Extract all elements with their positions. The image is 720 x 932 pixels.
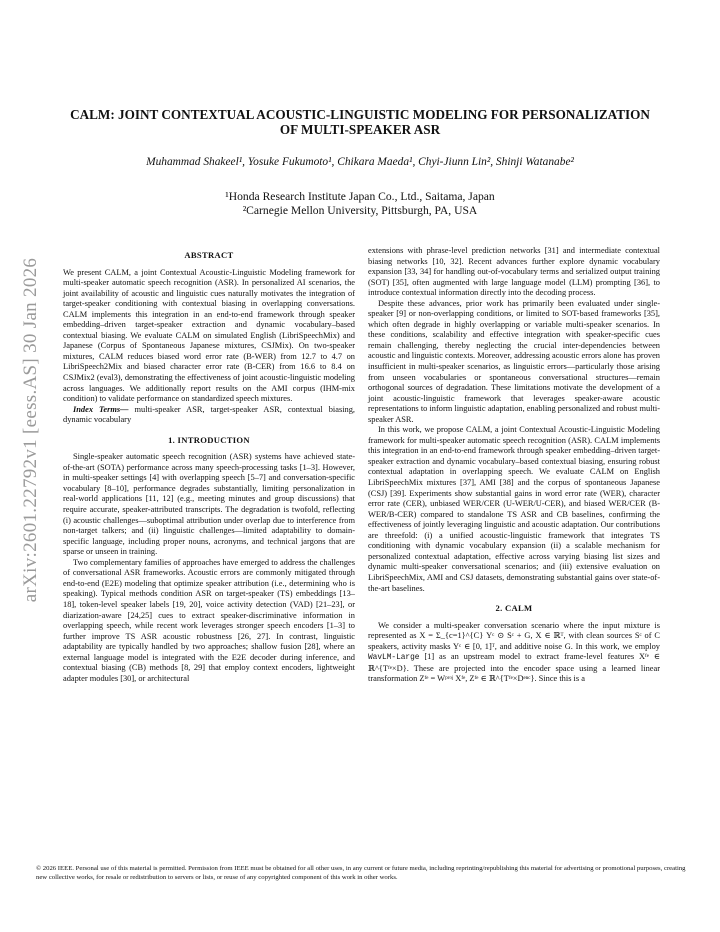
- affiliation-1: ¹Honda Research Institute Japan Co., Ltd., Saitama, Japan: [225, 190, 495, 203]
- left-column: [63, 250, 355, 684]
- arxiv-side-label: arXiv:2601.22792v1 [eess.AS] 30 Jan 2026: [20, 257, 41, 603]
- calm-text-b: [1] as an upstream model to extract frame-level features Xᶠᵉ ∈ ℝ^{Tᶠᵉ×D}. These are projected into the encoder space using a learned linear transformation Zᶠᵉ = Wᵖʳᵒʲ Xᶠᵉ, Zᶠᵉ ∈ ℝ^{Tᶠᵉ×Dᵉⁿᶜ}. Since this is a: [368, 652, 661, 684]
- copyright-footer: © 2026 IEEE. Personal use of this material is permitted. Permission from IEEE must be obtained for all other uses, in any current or future media, including reprinting/republishing this material for advertising or promotional purposes, creating new collective works, for resale or redistribution to servers or lists, or reuse of any copyrighted component of this work in other works.: [36, 865, 686, 881]
- paper-title: CALM: JOINT CONTEXTUAL ACOUSTIC-LINGUISTIC MODELING FOR PERSONALIZATION OF MULTI-SPEAKER ASR: [70, 107, 650, 137]
- intro-paragraph-1: Single-speaker automatic speech recognition (ASR) systems have achieved state-of-the-art (SOTA) performance across many speech-processing tasks [1–3]. However, in multi-speaker settings [4] with overlapping speech [5–7] and conversation-specific vocabulary [8–10], performance degrades substantially, limiting personalization in real-world applications [11, 12] (e.g., meeting minutes and group discussions) that require accurate, speaker-attributed transcripts. The degradation is twofold, reflecting (i) acoustic challenges—suboptimal attribution under overlap due to interference from non-target talkers; and (ii) linguistic challenges—limited adaptability to domain-specific language, including proper nouns, acronyms, and technical jargons that are sparse or unseen in training.: [63, 452, 355, 557]
- calm-text-a: We consider a multi-speaker conversation scenario where the input mixture is represented as X = Σ_{c=1}^{C} Yᶜ ⊙ Sᶜ + G, X ∈ ℝᵀ, with clean sources Sᶜ of C speakers, activity masks Yᶜ ∈ [0, 1]ᵀ, and additive noise G. In this work, we employ: [368, 620, 660, 651]
- author-list: Muhammad Shakeel¹, Yosuke Fukumoto¹, Chikara Maeda¹, Chyi-Jiunn Lin², Shinji Watanabe²: [146, 156, 574, 168]
- intro-heading: 1. INTRODUCTION: [168, 434, 250, 445]
- right-paragraph-1: extensions with phrase-level prediction networks [31] and intermediate contextual biasing networks [10, 32]. Recent advances further explore dynamic vocabulary expansion [33, 34] for handling out-of-vocabulary terms and serialized output training (SOT) [35], often augmented with large language model (LLM) prompting [36], to introduce contextual information directly into the decoding process.: [368, 246, 660, 298]
- abstract-heading: ABSTRACT: [184, 250, 234, 260]
- affiliation-2: ²Carnegie Mellon University, Pittsburgh, PA, USA: [242, 204, 478, 217]
- right-paragraph-3: In this work, we propose CALM, a joint Contextual Acoustic-Linguistic Modeling framework for multi-speaker automatic speech recognition (ASR). CALM implements this integration in an end-to-end framework through speaker embedding–driven target-speaker extraction and dynamic vocabulary–based contextual biasing, ensuring robust contextual adaptation in overlapping speech. We evaluate CALM on English LibriSpeechMix mixtures [37], AMI [38] and the corpus of spontaneous Japanese (CSJ) [39]. Experiments show substantial gains in word error rate (WER), character error rate (CER), unbiased WER/CER (U-WER/U-CER), and biased WER/CER (B-WER/B-CER) compared to standalone TS ASR and CB baselines, confirming the effectiveness of jointly leveraging linguistic and acoustic adaptation. Our contributions are threefold: (i) a unified acoustic-linguistic framework that integrates TS conditioning with dynamic vocabulary expansion (ii) a scalable mechanism for personalized contextual adaptation, effective across varying biasing list sizes and dynamic multi-speaker conversational scenarios; and (iii) extensive evaluation on LibriSpeechMix, AMI and CSJ datasets, demonstrating substantial gains over state-of-the-art baselines.: [368, 425, 660, 593]
- right-paragraph-2: Despite these advances, prior work has primarily been evaluated under single-speaker [9] or non-overlapping conditions, or limited to SOT-based frameworks [35], which often degrade in highly overlapping or variable multi-speaker scenarios. In these conditions, scalability and effective integration with speaker-specific cues remain challenging, thereby neglecting the crucial inter-dependencies between acoustic and linguistic contexts. Moreover, addressing acoustic errors alone has proven insufficient in multi-speaker scenarios, as linguistic errors—particularly those arising from unseen vocabularies or spontaneous conversational structures—remain orthogonal sources of degradation. These limitations motivate the development of a joint acoustic-linguistic framework that leverages speaker-aware acoustic representations to inform linguistic adaptation, enabling personalized and robust multi-speaker ASR.: [368, 298, 660, 424]
- right-column: [368, 246, 660, 685]
- index-terms-label: Index Terms—: [73, 404, 129, 414]
- calm-heading: 2. CALM: [495, 603, 533, 614]
- index-terms: [63, 405, 355, 426]
- index-terms-text: multi-speaker ASR, target-speaker ASR, contextual biasing, dynamic vocabulary: [63, 404, 356, 425]
- calm-paragraph-1: [368, 621, 660, 685]
- abstract-text: We present CALM, a joint Contextual Acoustic-Linguistic Modeling framework for multi-speaker automatic speech recognition (ASR). In personalized AI scenarios, the joint availability of acoustic and linguistic cues naturally motivates the integration of target-speaker conditioning with contextual biasing in overlapping conversations. CALM implements this integration in an end-to-end framework through speaker embedding–driven target-speaker extraction and dynamic vocabulary–based contextual biasing. We evaluate CALM on simulated English (LibriSpeechMix) and Japanese (Corpus of Spontaneous Japanese mixtures, CSJMix). On two-speaker mixtures, CALM reduces biased word error rate (B-WER) from 12.7 to 4.7 on LibriSpeech2Mix and biased character error rate (B-CER) from 16.6 to 8.4 on CSJMix2 (eval3), demonstrating the effectiveness of joint acoustic-linguistic modeling across languages. We additionally report results on the AMI corpus (IHM-mix condition) to validate performance on standardized speech mixtures.: [63, 267, 355, 404]
- intro-paragraph-2: Two complementary families of approaches have emerged to address the challenges of conversational ASR frameworks. Acoustic errors are commonly mitigated through end-to-end (E2E) modeling that optimize speaker attribution (i.e., determining who is speaking). Typical methods condition ASR on target-speaker (TS) embeddings [13–18], token-level speaker labels [19, 20], voice activity detection (VAD) [21–23], or diarization-aware [24,25] cues to extract speaker-discriminative information in overlapping speech, while recent work leverages stronger speech encoders [1–3] to further improve TS ASR acoustic robustness [26, 27]. In contrast, linguistic adaptability are typically handled by two approaches; shallow fusion [28], where an external language model is integrated with the E2E decoder during inference, and contextual biasing (CB) methods [8, 29] that employ context encoders, lightweight adapter modules [30], or architectural: [63, 557, 355, 683]
- affiliations: [60, 190, 660, 218]
- calm-model-name: WavLM-Large: [368, 654, 420, 663]
